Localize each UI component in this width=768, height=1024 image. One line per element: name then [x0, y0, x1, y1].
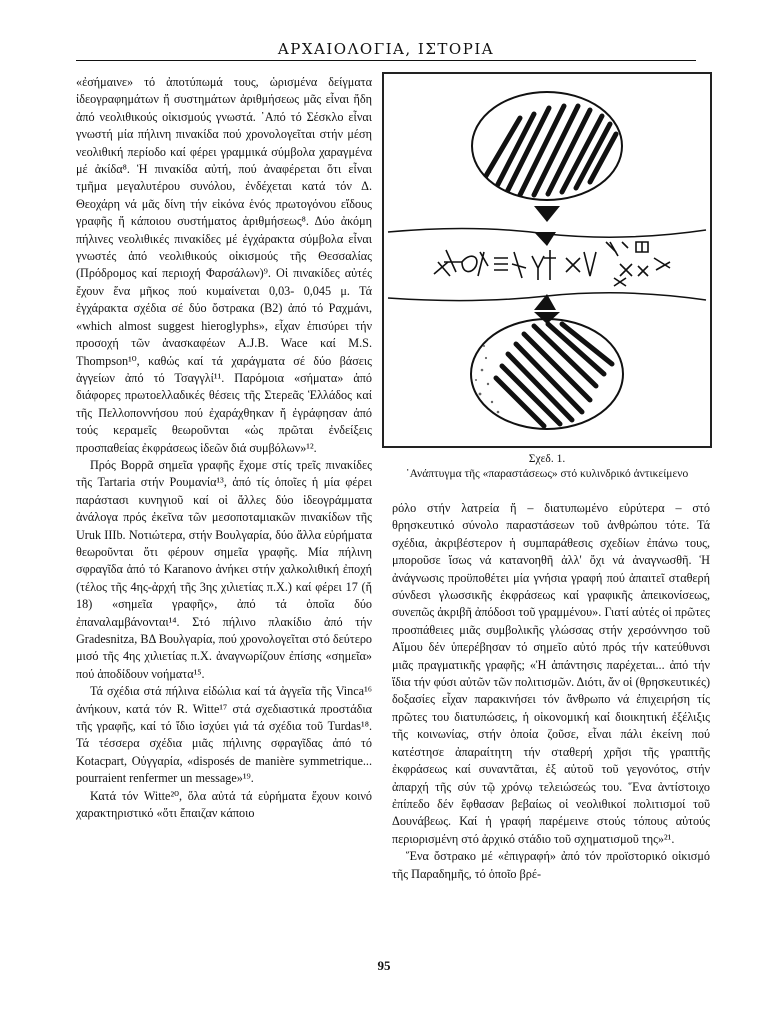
paragraph: ρόλο στήν λατρεία ἤ – διατυπωμένο εὐρύτερα – στό θρησκευτικό σύνολο παραστάσεων τοῦ ἀνθρώπου τότε. Τά σχέδια, ἀκριβέστερον ἡ συμπαράθεσις σχεδίων ἐπάνω τους, μποροῦσε ἴσως νά κατανοηθῆ ἀλλ' ὄχι νά ἀναγνωσθῆ. Ἡ ἀνάγνωσις προϋποθέτει μία γνήσια γραφή πού ἀπαιτεῖ σταθερή σύνδεσι γλωσσικῆς ἐκφράσεως καί γραφικῆς ἀπεικονίσεως, συνεπῶς ἀκριβῆ ἀπόδοσι τοῦ γραμμένου». Γιατί αὐτές οἱ πρῶτες προσπάθειες μιᾶς συμβολικῆς γλώσσας στήν χερσόννησο τοῦ Αἵμου δέν ὑπερέβησαν τό σημεῖο αὐτό πρός τήν κατεύθυνσι μιᾶς πραγματικῆς γραφῆς; «Ἡ ἀπάντησις παρέχεται... ἀπό τήν ἴδια τήν φύσι αὐτῶν τῶν πολιτισμῶν. Διότι, ἄν οἱ (θρησκευτικές) δοξασίες εἶχαν παρακινήσει τόν ἄνθρωπο νά ἐπιχειρήση τίς πρῶτες του διατυπώσεις, ἡ οἰκονομική καί διοικητική ἐξέλιξις τῆς κοινωνίας, στήν ὁποία ζοῦσε, εἶναι πάλι ἐκείνη πού κατέστησε ἀπαραίτητη τήν σταθερή χρῆσι τῆς γραπτῆς ἐκφράσεως καί συναντᾶται, ἐξ αὐτοῦ τοῦ γεγονότος, στήν ἀπαρχή τῆς σύν τῷ χρόνῳ τελειώσεώς του. Ἕνα ἀντίστοιχο ἐπίπεδο δέν ἔφθασαν βεβαίως οἱ νεολιθικοί πολιτισμοί τοῦ Δουνάβεως. Καί ἡ γραφή παρέμεινε στούς τόπους αὐτούς περιορισμένη στό ἀρχικό στάδιο τοῦ σχηματισμοῦ της»²¹. [392, 501, 710, 846]
page-number: 95 [377, 958, 391, 973]
top-disc [472, 92, 622, 222]
running-header: ΑΡΧΑΙΟΛΟΓΙΑ, ΙΣΤΟΡΙΑ [277, 40, 495, 58]
paragraph: Τά σχέδια στά πήλινα εἰδώλια καί τά ἀγγεῖα τῆς Vinca¹⁶ ἀνήκουν, κατά τόν R. Witte¹⁷ στά σχεδιαστικά προστάδια τῆς γραφῆς, καί τό ἴδιο ἰσχύει γιά τά σχέδια τοῦ Turdas¹⁸. Τά τέσσερα σχέδια μιᾶς πήλινης σφραγῖδας ἀπό τό Kotacpart, Οὐγγαρία, «disposés de manière symmetrique... pourraient renfermer un message»¹⁹. [76, 684, 372, 786]
figure-caption [382, 452, 712, 482]
paragraph: «ἐσήμαινε» τό ἀποτύπωμά τους, ὡρισμένα δείγματα ἰδεογραφημάτων ἤ συστημάτων ἀριθμήσεως μᾶς εἶναι ἤδη ἀπό νεολιθικούς οἰκισμούς γνωστά. ᾿Από τό Σέσκλο εἶναι γνωστή μία πήλινη πινακίδα πού χρονολογεῖται στήν μέση νεολιθική περίοδο καί φέρει γραμμικά σύμβολα χαραγμένα μέ ἀκίδα⁸. Ἡ πινακίδα αὐτή, πού ἀναφέρεται ὅτι εἶναι τμῆμα μεγαλυτέρου συνόλου, ἐνδέχεται κατά τόν Δ. Θεοχάρη νά μᾶς δίνη τήν εἰκόνα ἑνός πρωτογόνου εἴδους γραφῆς ἤ κάποιου συστήματος ἀριθμήσεως⁸. Δύο ἀκόμη πήλινες νεολιθικές πινακίδες μέ ἐγχάρακτα σύμβολα εἶναι γνωστές ἀπό νεολιθικούς οἰκισμούς τῆς Θεσσαλίας (Πρόδρομος καί περιοχή Φαρσάλων)⁹. Οἱ πινακίδες αὐτές ἔχουν ἕνα μῆκος πού κυμαίνεται 0,03- 0,045 μ. Τά ἐγχάρακτα σχέδια σέ δύο ὄστρακα (B2) ἀπό τό Ραχμάνι, «which almost suggest hieroglyphs», εἶχαν ἑπισύρει τήν προσοχή τῶν ἀνασκαφέων A.J.B. Wace καί M.S. Thompson¹⁰, καθώς καί τά χαράγματα σέ δύο βάσεις ἀγγείων ἀπό τό Τσαγγλί¹¹. Παρόμοια «σήματα» ἀπό διάφορες πρωτοελλαδικές θέσεις τῆς Στερεᾶς Ἑλλάδος καί τῆς Πελλοποννήσου πού ἐχαράχθηκαν ἤ ἐγράφησαν ἀπό τούς κεραμεῖς θεωροῦνται «ὡς πρῶται ἐνδείξεις προσπαθείας ἐκφράσεως ἰδεῶν διά συμβόλων»¹². [76, 75, 372, 455]
bottom-disc [471, 312, 623, 429]
figure-drawing [382, 72, 712, 448]
cylinder-unrolled-drawing [384, 74, 710, 446]
header-rule [76, 60, 696, 61]
caption-text: ᾿Ανάπτυγμα τῆς «παραστάσεως» στό κυλινδρικό ἀντικείμενο [405, 468, 689, 480]
middle-band [388, 228, 706, 310]
paragraph: Ἕνα ὄστρακο μέ «ἐπιγραφή» ἀπό τόν προϊστορικό οἰκισμό τῆς Παραδημῆς, τό ὁποῖο βρέ- [392, 849, 710, 881]
paragraph: Κατά τόν Witte²⁰, ὅλα αὐτά τά εὑρήματα ἔχουν κοινό χαρακτηριστικό «ὅτι ἔπαιζαν κάποιο [76, 788, 372, 821]
right-column [392, 500, 710, 883]
paragraph: Πρός Βορρᾶ σημεῖα γραφῆς ἔχομε στίς τρεῖς πινακίδες τῆς Tartaria στήν Ρουμανία¹³, ἀπό τίς ὁποῖες ἡ μία φέρει παράστασι κυνηγιοῦ καί οἱ ἄλλες δύο ἰδεογράμματα ἀνάλογα πρός ἐκεῖνα τῶν μεσοποταμιακῶν πινακίδων τῆς Uruk IIIb. Νοτιώτερα, στήν Βουλγαρία, δύο ἄλλα εὑρήματα θεωροῦνται ὅτι φέρουν σημεῖα γραφῆς. Μία πήλινη σφραγῖδα ἀπό τό Karanovo ἀνήκει στήν χαλκολιθική ἐποχή (τέλος τῆς 4ης-ἀρχή τῆς 3ης χιλιετίας π.Χ.) καί φέρει 17 (ἤ 18) «σημεῖα γραφῆς», ἀπό τά ὁποῖα δύο ἐπαναλαμβάνονται¹⁴. Στό πήλινο πλακίδιο ἀπό τήν Gradesnitza, ΒΔ Βουλγαρία, πού χρονολογεῖται στό δεύτερο μισό τῆς 4ης χιλιετίας π.Χ. ἀναγνωρίζουν ἐπίσης «σημεῖα» πού ἀποδίδουν νοήματα¹⁵. [76, 457, 372, 681]
caption-number: Σχεδ. 1. [528, 453, 566, 465]
left-column [76, 74, 372, 822]
